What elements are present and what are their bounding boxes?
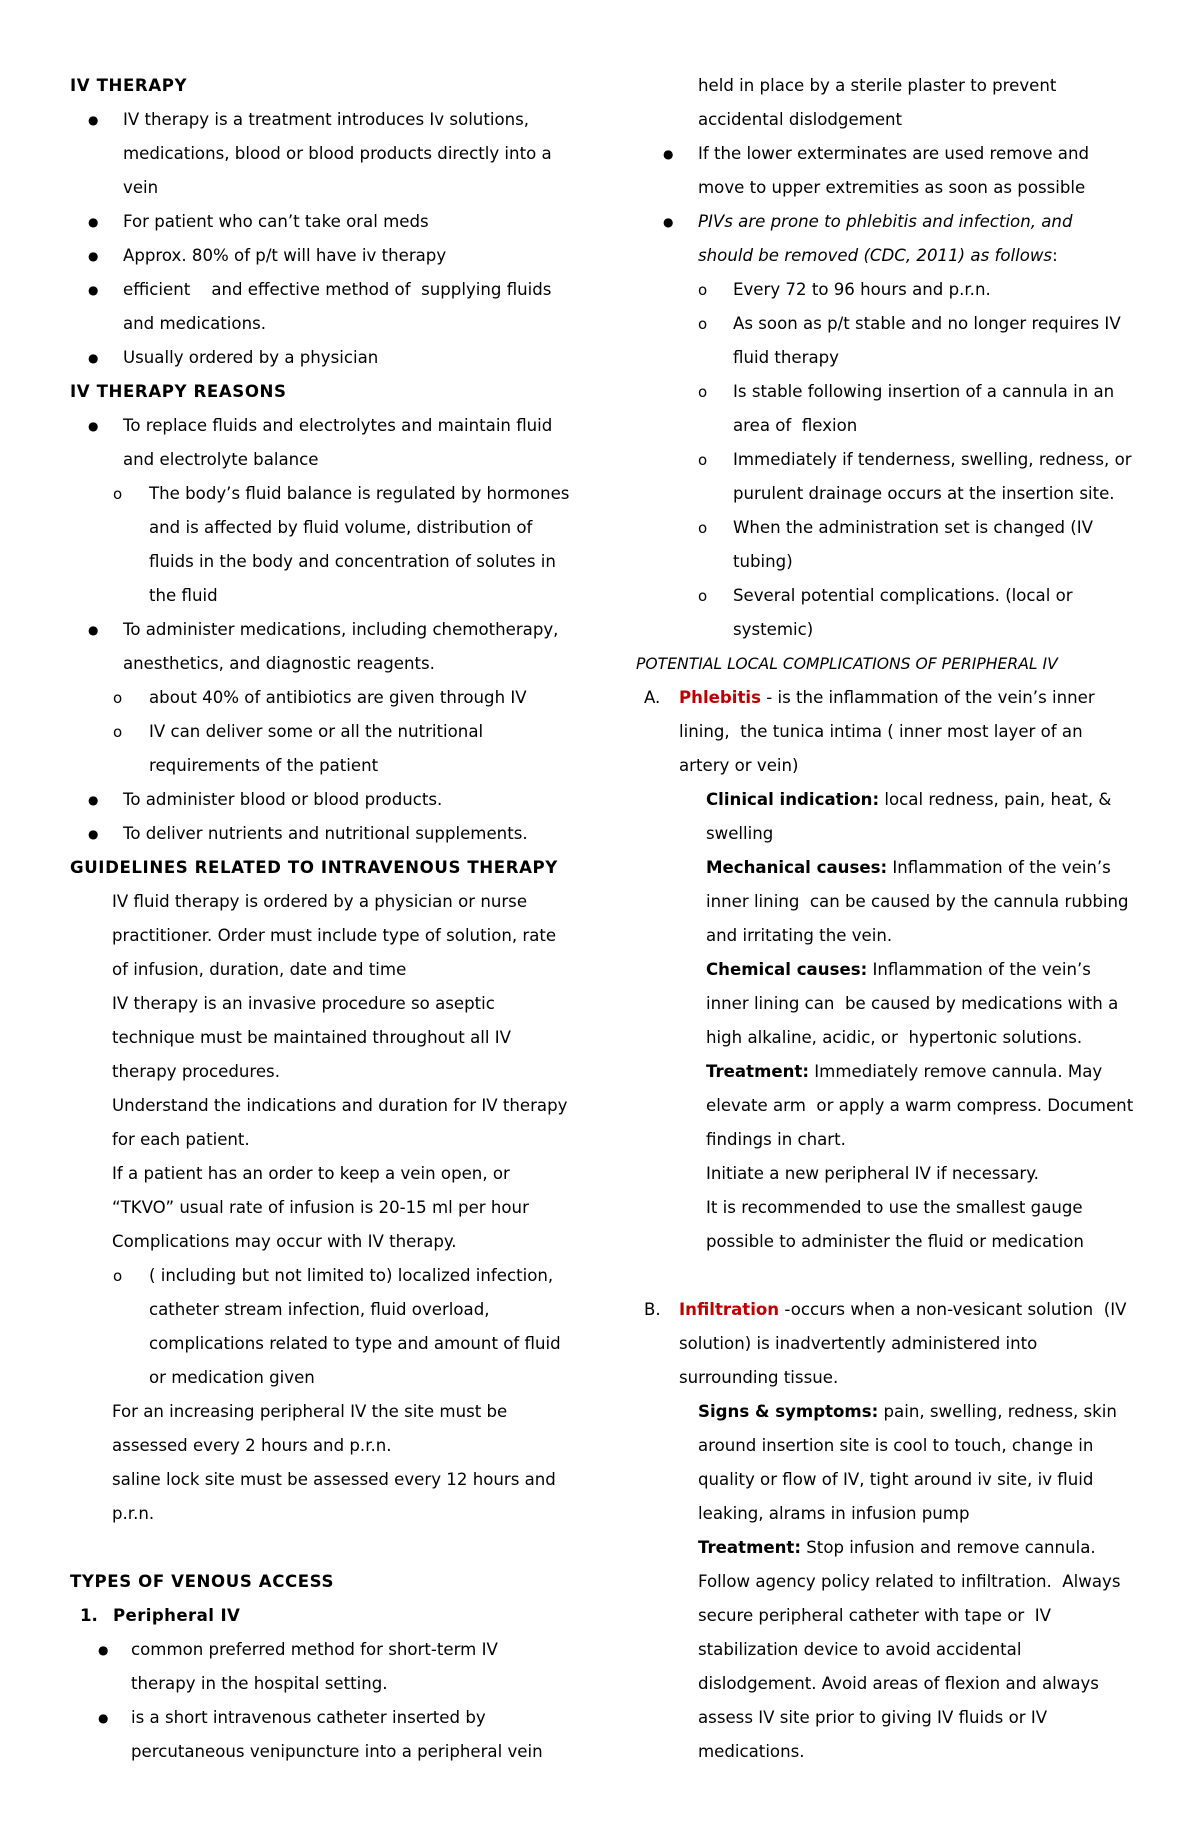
- paragraph-line: therapy procedures.: [112, 1062, 280, 1081]
- circle-bullet-icon: o: [698, 383, 708, 401]
- paragraph-line: swelling: [706, 824, 774, 843]
- list-item-text: purulent drainage occurs at the insertion site.: [733, 484, 1115, 503]
- list-item-text: the fluid: [149, 586, 218, 605]
- paragraph-line: for each patient.: [112, 1130, 250, 1149]
- list-item-text: should be removed (CDC, 2011) as follows:: [698, 246, 1058, 265]
- bullet-icon: ●: [98, 1711, 109, 1725]
- list-item-text: held in place by a sterile plaster to prevent: [698, 76, 1057, 95]
- list-item: ● PIVs are prone to phlebitis and infection, and: [636, 205, 1136, 239]
- list-item-text: or medication given: [149, 1368, 315, 1387]
- list-item-text: fluids in the body and concentration of solutes in: [149, 552, 556, 571]
- paragraph-line: lining, the tunica intima ( inner most layer of an: [679, 722, 1083, 741]
- bullet-icon: ●: [98, 1643, 109, 1657]
- paragraph-line: high alkaline, acidic, or hypertonic solutions.: [706, 1028, 1083, 1047]
- list-item-text: anesthetics, and diagnostic reagents.: [123, 654, 435, 673]
- paragraph-line: saline lock site must be assessed every 12 hours and: [112, 1470, 556, 1489]
- list-item: ● If the lower exterminates are used remove and: [636, 137, 1136, 171]
- spacer: [636, 1259, 1136, 1293]
- phlebitis-title: Phlebitis: [679, 688, 761, 707]
- sub-list-item: o Several potential complications. (local or: [636, 579, 1136, 613]
- paragraph-line: IV fluid therapy is ordered by a physician or nurse: [112, 892, 528, 911]
- list-item-text: percutaneous venipuncture into a peripheral vein: [131, 1742, 543, 1761]
- list-item: ● IV therapy is a treatment introduces Iv solutions,: [70, 103, 570, 137]
- paragraph-line: It is recommended to use the smallest gauge: [706, 1198, 1083, 1217]
- paragraph-line: stabilization device to avoid accidental: [698, 1640, 1022, 1659]
- circle-bullet-icon: o: [698, 281, 708, 299]
- sub-list-item: o IV can deliver some or all the nutritional: [70, 715, 570, 749]
- bullet-icon: ●: [88, 283, 99, 297]
- iv-therapy-heading: IV THERAPY: [70, 76, 188, 95]
- paragraph-line: Understand the indications and duration for IV therapy: [112, 1096, 568, 1115]
- circle-bullet-icon: o: [113, 1267, 123, 1285]
- list-item: ● Approx. 80% of p/t will have iv therapy: [70, 239, 570, 273]
- sub-list-item: o Is stable following insertion of a cannula in an: [636, 375, 1136, 409]
- infiltration-item: B. Infiltration -occurs when a non-vesicant solution (IV: [636, 1293, 1136, 1327]
- paragraph-line: elevate arm or apply a warm compress. Document: [706, 1096, 1134, 1115]
- circle-bullet-icon: o: [698, 587, 708, 605]
- bullet-icon: ●: [88, 113, 99, 127]
- list-item-text: requirements of the patient: [149, 756, 379, 775]
- list-item: ● To administer blood or blood products.: [70, 783, 570, 817]
- paragraph-line: If a patient has an order to keep a vein open, or: [112, 1164, 510, 1183]
- paragraph-line: solution) is inadvertently administered into: [679, 1334, 1038, 1353]
- circle-bullet-icon: o: [113, 723, 123, 741]
- right-column: [636, 69, 1136, 1769]
- numbered-item: [70, 1599, 570, 1633]
- sub-list-item: o about 40% of antibiotics are given through IV: [70, 681, 570, 715]
- list-item: ● To administer medications, including chemotherapy,: [70, 613, 570, 647]
- paragraph-line: around insertion site is cool to touch, change in: [698, 1436, 1094, 1455]
- paragraph-line: inner lining can be caused by medications with a: [706, 994, 1119, 1013]
- paragraph-line: assess IV site prior to giving IV fluids or IV: [698, 1708, 1048, 1727]
- paragraph-line: Treatment: Immediately remove cannula. May: [706, 1062, 1103, 1081]
- reasons-heading: IV THERAPY REASONS: [70, 382, 287, 401]
- sub-list-item: o Immediately if tenderness, swelling, redness, or: [636, 443, 1136, 477]
- list-item-text: and is affected by fluid volume, distribution of: [149, 518, 533, 537]
- paragraph-line: Mechanical causes: Inflammation of the vein’s: [706, 858, 1111, 877]
- paragraph-line: Signs & symptoms: pain, swelling, redness, skin: [698, 1402, 1117, 1421]
- bullet-icon: ●: [88, 215, 99, 229]
- list-item: ● To deliver nutrients and nutritional supplements.: [70, 817, 570, 851]
- paragraph-line: p.r.n.: [112, 1504, 155, 1523]
- list-item-text: catheter stream infection, fluid overload,: [149, 1300, 490, 1319]
- list-item-text: move to upper extremities as soon as possible: [698, 178, 1086, 197]
- paragraph-line: possible to administer the fluid or medication: [706, 1232, 1084, 1251]
- paragraph-line: For an increasing peripheral IV the site must be: [112, 1402, 508, 1421]
- bullet-icon: ●: [663, 147, 674, 161]
- circle-bullet-icon: o: [698, 519, 708, 537]
- bullet-icon: ●: [88, 827, 99, 841]
- bullet-icon: ●: [663, 215, 674, 229]
- guidelines-heading: GUIDELINES RELATED TO INTRAVENOUS THERAPY: [70, 858, 558, 877]
- paragraph-line: Chemical causes: Inflammation of the vein’s: [706, 960, 1091, 979]
- item-letter: B.: [644, 1300, 661, 1319]
- list-item: ● Usually ordered by a physician: [70, 341, 570, 375]
- list-item-text: therapy in the hospital setting.: [131, 1674, 388, 1693]
- paragraph-line: leaking, alrams in infusion pump: [698, 1504, 970, 1523]
- paragraph-line: Initiate a new peripheral IV if necessary.: [706, 1164, 1039, 1183]
- sub-list-item: o ( including but not limited to) localized infection,: [70, 1259, 570, 1293]
- bullet-icon: ●: [88, 249, 99, 263]
- list-item: ● To replace fluids and electrolytes and maintain fluid: [70, 409, 570, 443]
- paragraph-line: artery or vein): [679, 756, 799, 775]
- circle-bullet-icon: o: [698, 451, 708, 469]
- infiltration-title: Infiltration: [679, 1300, 780, 1319]
- phlebitis-item: A. Phlebitis - is the inflammation of the vein’s inner: [636, 681, 1136, 715]
- list-item: ● efficient and effective method of supplying fluids: [70, 273, 570, 307]
- peripheral-iv-title: Peripheral IV: [113, 1606, 241, 1625]
- sub-list-item: o When the administration set is changed (IV: [636, 511, 1136, 545]
- paragraph-line: Treatment: Stop infusion and remove cannula.: [698, 1538, 1096, 1557]
- list-item: ● common preferred method for short-term IV: [70, 1633, 570, 1667]
- paragraph-line: Complications may occur with IV therapy.: [112, 1232, 457, 1251]
- list-item-text: complications related to type and amount of fluid: [149, 1334, 561, 1353]
- list-item-text: fluid therapy: [733, 348, 839, 367]
- paragraph-line: surrounding tissue.: [679, 1368, 839, 1387]
- sub-list-item: o Every 72 to 96 hours and p.r.n.: [636, 273, 1136, 307]
- list-item: ● For patient who can’t take oral meds: [70, 205, 570, 239]
- sub-list-item: o The body’s fluid balance is regulated by hormones: [70, 477, 570, 511]
- paragraph-line: dislodgement. Avoid areas of flexion and always: [698, 1674, 1099, 1693]
- list-item-text: accidental dislodgement: [698, 110, 903, 129]
- paragraph-line: findings in chart.: [706, 1130, 846, 1149]
- left-column: [70, 69, 570, 1769]
- list-item-text: tubing): [733, 552, 793, 571]
- bullet-icon: ●: [88, 793, 99, 807]
- paragraph-line: Follow agency policy related to infiltration. Always: [698, 1572, 1121, 1591]
- complications-heading: POTENTIAL LOCAL COMPLICATIONS OF PERIPHERAL IV: [636, 655, 1058, 673]
- list-item-text: systemic): [733, 620, 814, 639]
- bullet-icon: ●: [88, 351, 99, 365]
- list-item-text: and medications.: [123, 314, 267, 333]
- paragraph-line: medications.: [698, 1742, 805, 1761]
- paragraph-line: IV therapy is an invasive procedure so aseptic: [112, 994, 495, 1013]
- sub-list-item: o As soon as p/t stable and no longer requires IV: [636, 307, 1136, 341]
- spacer: [70, 1531, 570, 1565]
- item-letter: A.: [644, 688, 661, 707]
- circle-bullet-icon: o: [113, 485, 123, 503]
- paragraph-line: assessed every 2 hours and p.r.n.: [112, 1436, 392, 1455]
- paragraph-line: inner lining can be caused by the cannula rubbing: [706, 892, 1129, 911]
- list-item-text: vein: [123, 178, 159, 197]
- paragraph-line: secure peripheral catheter with tape or IV: [698, 1606, 1052, 1625]
- paragraph-line: “TKVO” usual rate of infusion is 20-15 ml per hour: [112, 1198, 529, 1217]
- paragraph-line: of infusion, duration, date and time: [112, 960, 407, 979]
- item-number: 1.: [80, 1606, 98, 1625]
- paragraph-line: Clinical indication: local redness, pain, heat, &: [706, 790, 1112, 809]
- venous-access-heading: TYPES OF VENOUS ACCESS: [70, 1572, 335, 1591]
- paragraph-line: and irritating the vein.: [706, 926, 893, 945]
- paragraph-line: technique must be maintained throughout all IV: [112, 1028, 511, 1047]
- list-item-text: and electrolyte balance: [123, 450, 319, 469]
- list-item: ● is a short intravenous catheter inserted by: [70, 1701, 570, 1735]
- bullet-icon: ●: [88, 623, 99, 637]
- list-item-text: area of flexion: [733, 416, 858, 435]
- list-item-text: medications, blood or blood products directly into a: [123, 144, 552, 163]
- circle-bullet-icon: o: [113, 689, 123, 707]
- paragraph-line: quality or flow of IV, tight around iv site, iv fluid: [698, 1470, 1094, 1489]
- circle-bullet-icon: o: [698, 315, 708, 333]
- bullet-icon: ●: [88, 419, 99, 433]
- paragraph-line: practitioner. Order must include type of solution, rate: [112, 926, 557, 945]
